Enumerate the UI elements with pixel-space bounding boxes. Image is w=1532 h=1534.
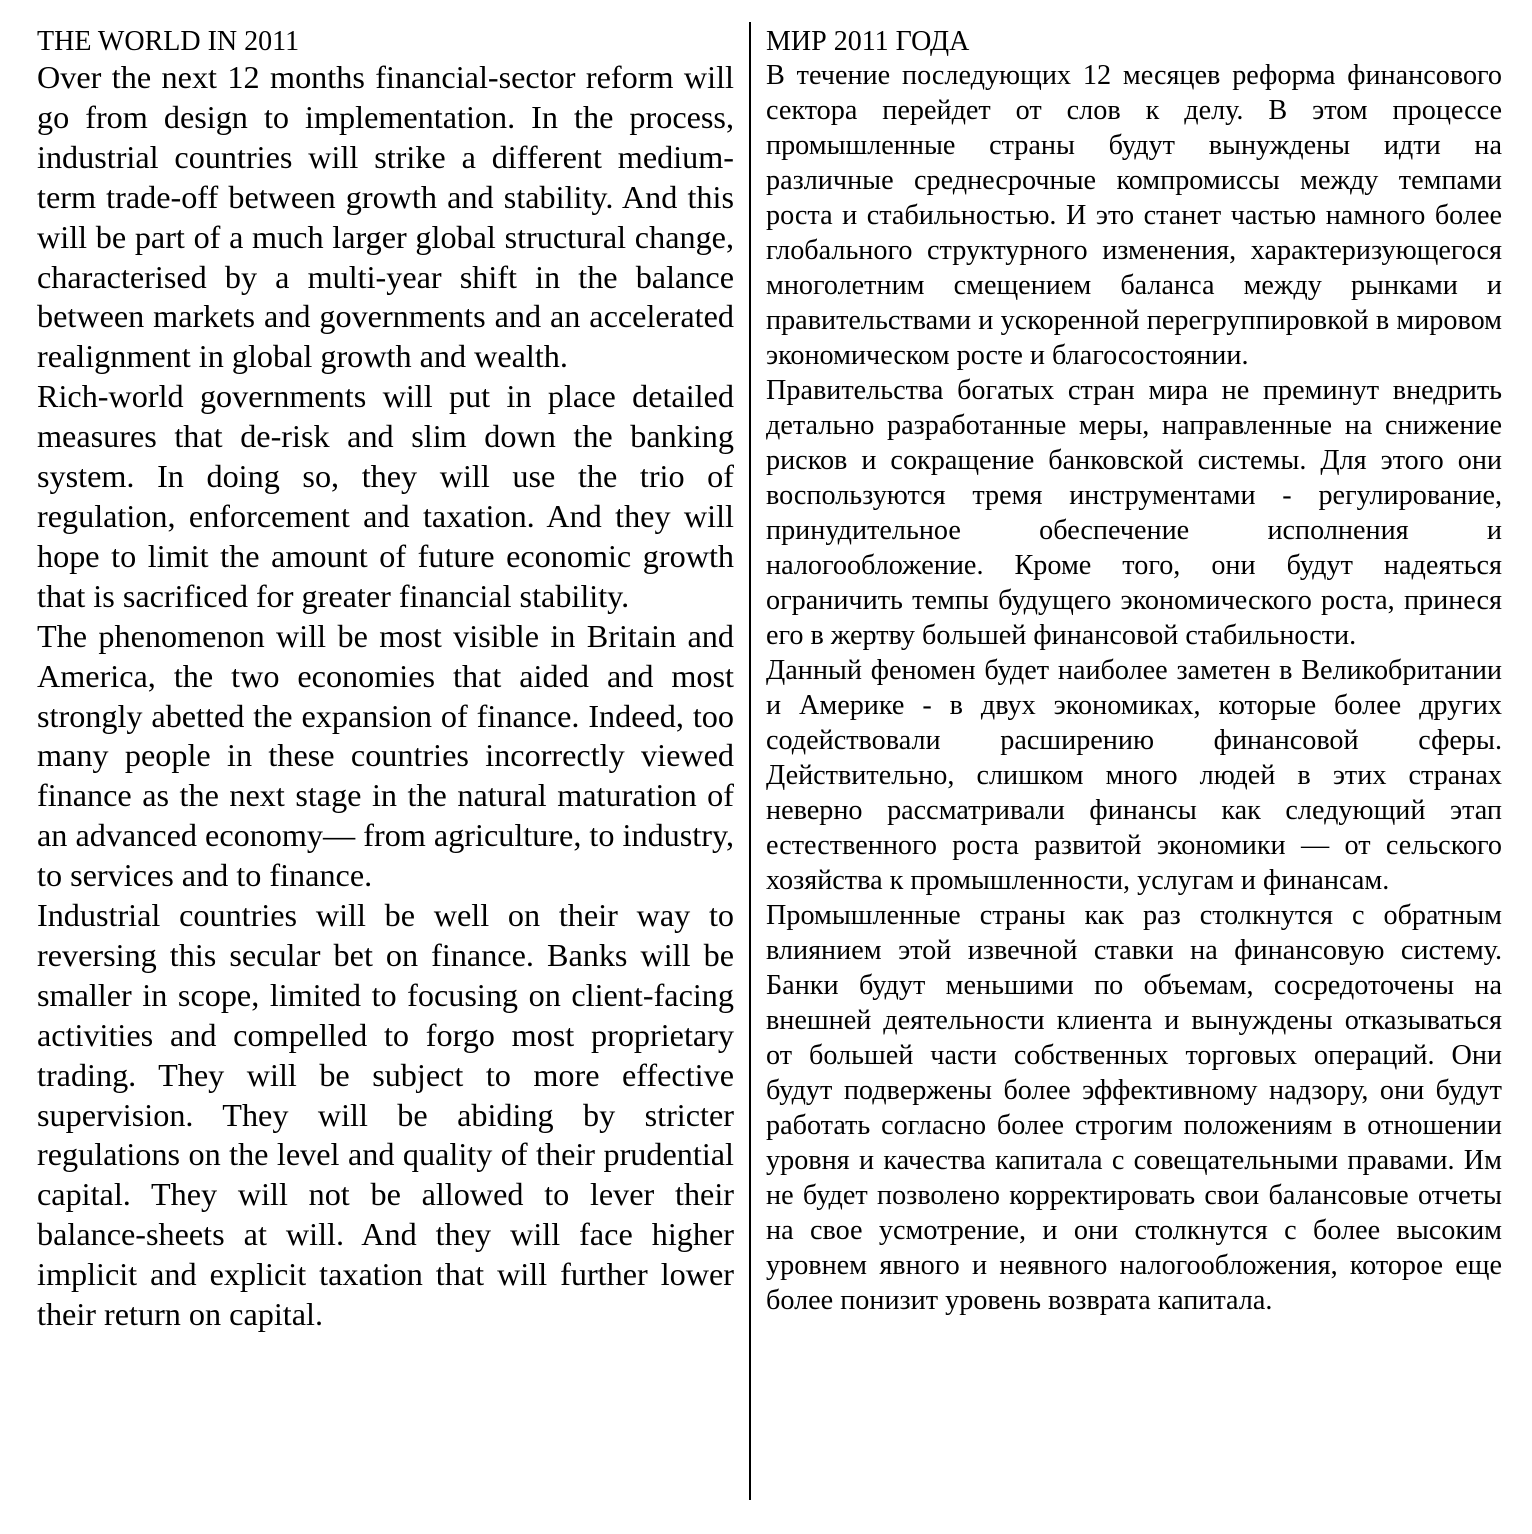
english-paragraph-4: Industrial countries will be well on their way to reversing this secular bet on finance. Banks will be smaller in scope, limited to focusing on client-facing activities and compelled to forgo most proprietary trading. They will be subject to more effective supervision. They will be abiding by stricter regulations on the level and quality of their prudential capital. They will not be allowed to lever their balance-sheets at will. And they will face higher implicit and explicit taxation that will further lower their return on capital. <box>37 897 734 1333</box>
english-title: THE WORLD IN 2011 <box>37 26 300 57</box>
english-paragraph-3: The phenomenon will be most visible in Britain and America, the two economies that aided and most strongly abetted the expansion of finance. Indeed, too many people in these countries incorrectly viewed finance as the next stage in the natural maturation of an advanced economy— from agriculture, to industry, to services and to finance. <box>37 617 734 894</box>
russian-paragraph-3: Данный феномен будет наиболее заметен в Великобритании и Америке - в двух экономиках, которые более других содействовали расширению финансовой сферы. Действительно, слишком много людей в этих странах неверно рассматривали финансы как следующий этап естественного роста развитой экономики — от сельского хозяйства к промышленности, услугам и финансам. <box>766 655 1502 896</box>
russian-paragraph-4: Промышленные страны как раз столкнутся с обратным влиянием этой извечной ставки на финансовую систему. Банки будут меньшими по объемам, сосредоточены на внешней деятельности клиента и вынуждены отказываться от большей части собственных торговых операций. Они будут подвержены более эффективному надзору, они будут работать согласно более строгим положениям в отношении уровня и качества капитала с совещательными правами. Им не будет позволено корректировать свои балансовые отчеты на свое усмотрение, и они столкнутся с более высоким уровнем явного и неявного налогообложения, которое еще более понизит уровень возврата капитала. <box>766 900 1502 1316</box>
english-column <box>37 26 734 1335</box>
column-divider <box>749 22 751 1500</box>
russian-column <box>766 26 1502 1318</box>
english-paragraph-2: Rich-world governments will put in place detailed measures that de-risk and slim down the banking system. In doing so, they will use the trio of regulation, enforcement and taxation. And they will hope to limit the amount of future economic growth that is sacrificed for greater financial stability. <box>37 378 734 614</box>
russian-paragraph-2: Правительства богатых стран мира не преминут внедрить детально разработанные меры, направленные на снижение рисков и сокращение банковской системы. Для этого они воспользуются тремя инструментами - регулирование, принудительное обеспечение исполнения и налогообложение. Кроме того, они будут надеяться ограничить темпы будущего экономического роста, принеся его в жертву большей финансовой стабильности. <box>766 375 1502 651</box>
russian-paragraph-1: В течение последующих 12 месяцев реформа финансового сектора перейдет от слов к делу. В этом процессе промышленные страны будут вынуждены идти на различные среднесрочные компромиссы между темпами роста и стабильностью. И это станет частью намного более глобального структурного изменения, характеризующегося многолетним смещением баланса между рынками и правительствами и ускоренной перегруппировкой в мировом экономическом росте и благосостоянии. <box>766 60 1502 371</box>
english-paragraph-1: Over the next 12 months financial-sector reform will go from design to implementation. In the process, industrial countries will strike a different medium-term trade-off between growth and stability. And this will be part of a much larger global structural change, characterised by a multi-year shift in the balance between markets and governments and an accelerated realignment in global growth and wealth. <box>37 59 734 375</box>
russian-title: МИР 2011 ГОДА <box>766 26 970 57</box>
